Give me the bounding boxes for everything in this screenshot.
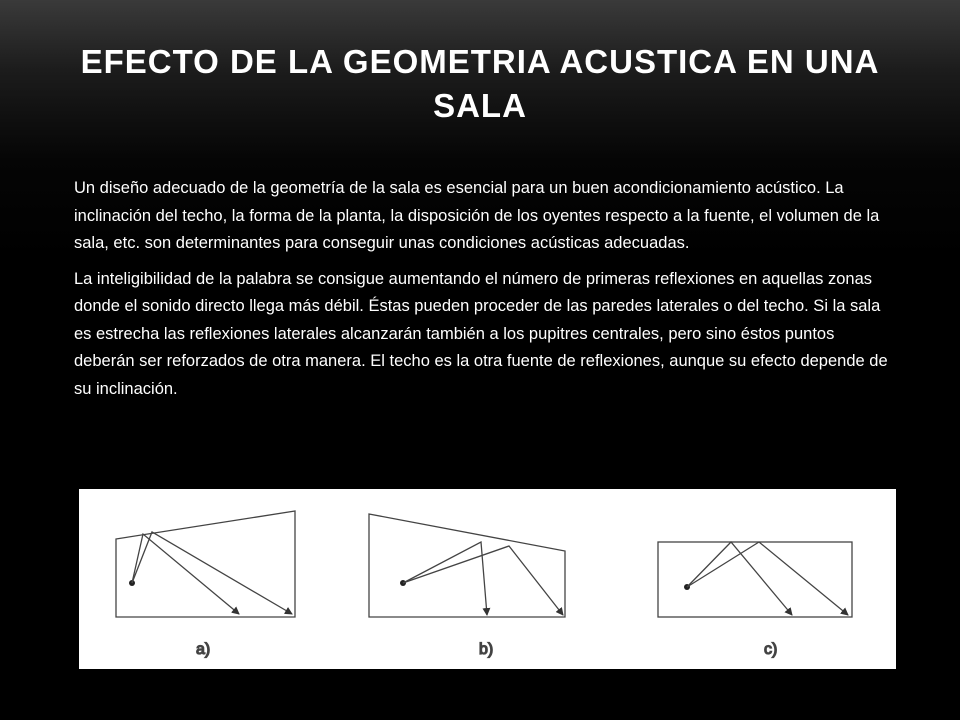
paragraph-intelligibility: La inteligibilidad de la palabra se consigue aumentando el número de primeras reflexiones en aquellas zonas donde el sonido directo llega más débil. Éstas pueden proceder de las paredes laterales o del techo. Si la sala es estrecha las reflexiones laterales alcanzarán también a los pupitres centrales, pero sino éstos puntos deberán ser reforzados de otra manera. El techo es la otra fuente de reflexiones, aunque su efecto depende de su inclinación. — [74, 269, 888, 398]
diagram-b-room-inclined-ceiling — [369, 514, 565, 658]
diagram-b-reflection-2 — [403, 546, 563, 615]
diagram-a-room-sloped-ceiling — [116, 511, 295, 658]
diagram-c-room-flat-ceiling — [658, 542, 852, 658]
room-geometry-figure — [79, 489, 896, 669]
room-geometry-diagrams — [79, 489, 896, 669]
slide-title: EFECTO DE LA GEOMETRIA ACUSTICA EN UNA SALA — [80, 43, 880, 124]
paragraph-geometry: Un diseño adecuado de la geometría de la sala es esencial para un buen acondicionamiento acústico. La inclinación del techo, la forma de la planta, la disposición de los oyentes respecto a la fuente, el volumen de la sala, etc. son determinantes para conseguir unas condiciones acústicas adecuadas. — [74, 179, 880, 252]
diagram-c-reflection-2 — [687, 542, 848, 615]
diagram-c-label: c) — [764, 641, 778, 658]
diagram-a-label: a) — [196, 641, 211, 658]
diagram-b-room-outline — [369, 514, 565, 617]
body-text — [74, 175, 889, 411]
diagram-c-reflection-1 — [687, 542, 792, 615]
diagram-b-label: b) — [479, 641, 494, 658]
diagram-c-room-outline — [658, 542, 852, 617]
